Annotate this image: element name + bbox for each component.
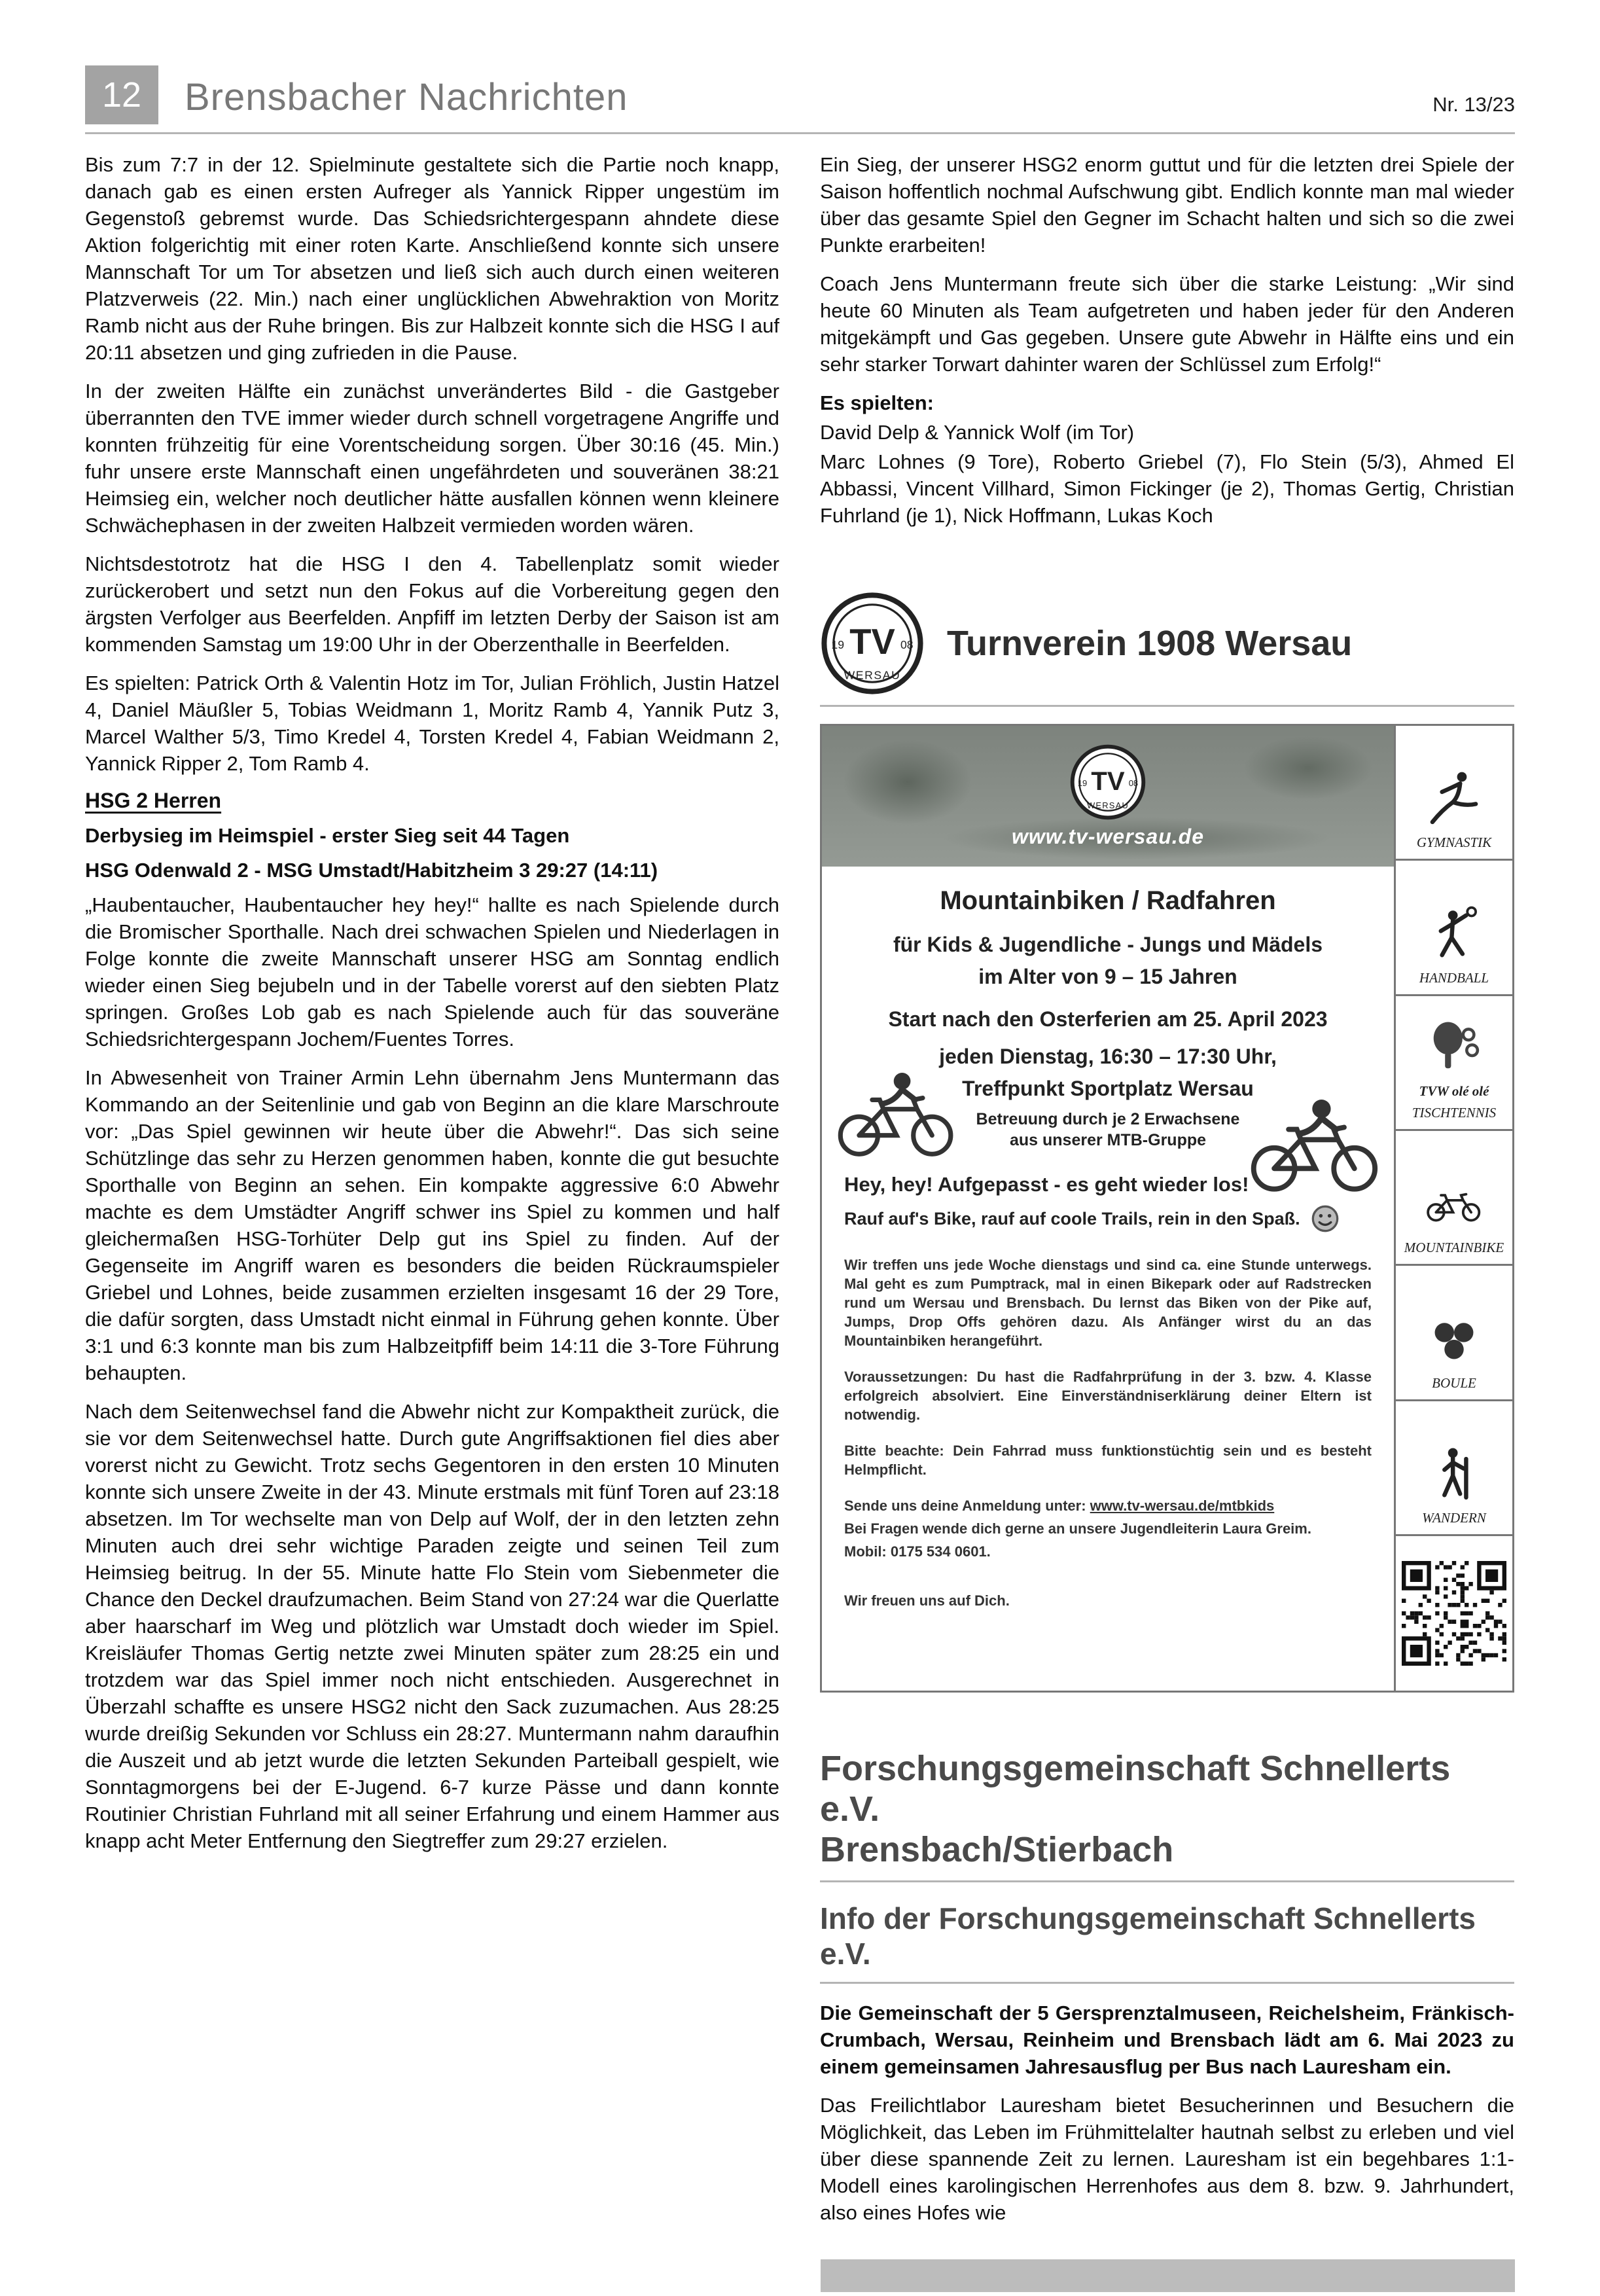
page-number: 12 (85, 65, 158, 124)
logo-name: WERSAU (1086, 800, 1129, 811)
article-paragraph: Nichtsdestotrotz hat die HSG I den 4. Tabellenplatz somit wieder zurückerobert und setzt nun den Fokus auf die Vorbereitung gegen den ärgsten Verfolger aus Beerfelden. Anpfiff im letzten Derby der Saison ist am kommenden Samstag um 19:00 Uhr in der Oberzenthalle in Beerfelden. (85, 552, 779, 656)
flyer-headline: Mountainbiken / Radfahren (940, 886, 1276, 915)
flyer-start-date: Start nach den Osterferien am 25. April 2023 (888, 1007, 1328, 1031)
hiking-icon (1424, 1444, 1484, 1505)
lineup-players: Marc Lohnes (9 Tore), Roberto Griebel (7), Flo Stein (5/3), Ahmed El Abbassi, Vincent Villhard, Simon Fickinger (je 2), Thomas Gertig, Christian Fuhrland (je 1), Nick Hoffmann, Lukas Koch (820, 450, 1514, 527)
article-paragraph: In der zweiten Hälfte ein zunächst unverändertes Bild - die Gastgeber überrannten den TVE immer wieder durch schnell vorgetragene Angriffe und konnten frühzeitig für eine Vorentscheidung sorgen. Über 30:16 (45. Min.) fuhr unsere erste Mannschaft einen ungefährdeten und souveränen 38:21 Heimsieg ein, welcher noch deutlicher hätte ausfallen können wenn kleinere Schwächephasen in der zweiten Halbzeit vermieden worden wären. (85, 380, 779, 537)
flyer-subline-2: im Alter von 9 – 15 Jahren (978, 965, 1237, 988)
logo-name: WERSAU (844, 668, 901, 682)
article-paragraph: Bis zum 7:7 in der 12. Spielminute gestaltete sich die Partie noch knapp, danach gab es einen ersten Aufreger als Yannick Ripper ungestüm im Gegenstoß gebremst wurde. Das Schiedsrichtergespann ahndete diese Aktion folgerichtig mit einer roten Karte. Anschließend konnte sich unsere Mannschaft Tor um Tor absetzen und ließ sich auch durch einen weiteren Platzverweis (22. Min.) nach einer unglücklichen Abwehraktion von Moritz Ramb nicht aus der Ruhe bringen. Bis zur Halbzeit konnte sich die HSG I auf 20:11 absetzen und ging zufrieden in die Pause. (85, 153, 779, 364)
smiley-icon (1311, 1204, 1340, 1233)
handball-icon (1424, 905, 1484, 965)
hsg2-subheading-1: Derbysieg im Heimspiel - erster Sieg seit 44 Tagen (85, 824, 570, 847)
sidebar-label: MOUNTAINBIKE (1404, 1240, 1504, 1256)
left-column (85, 151, 779, 2238)
next-section-header-partial (821, 2259, 1515, 2292)
flyer-location: Treffpunkt Sportplatz Wersau (962, 1077, 1254, 1100)
logo-year-left: 19 (831, 638, 844, 651)
fg-subtitle-divider (820, 1982, 1514, 1984)
flyer-contact-line-1: Bei Fragen wende dich gerne an unsere Jugendleiterin Laura Greim. (844, 1520, 1311, 1537)
fg-title-line-1: Forschungsgemeinschaft Schnellerts e.V. (820, 1749, 1451, 1829)
flyer-hey-line-2: Rauf auf's Bike, rauf auf coole Trails, rein in den Spaß. (844, 1208, 1300, 1229)
two-column-layout (85, 151, 1515, 2238)
logo-monogram: TV (1091, 766, 1125, 796)
flyer-sidebar-handball (1396, 861, 1512, 996)
table-tennis-icon (1424, 1018, 1484, 1078)
lineup-goalkeepers: David Delp & Yannick Wolf (im Tor) (820, 421, 1135, 444)
flyer-sidebar-tischtennis (1396, 996, 1512, 1131)
issue-number: Nr. 13/23 (1432, 93, 1515, 116)
hsg2-subheading-2: HSG Odenwald 2 - MSG Umstadt/Habitzheim 3 29:27 (14:11) (85, 859, 658, 882)
bicycle-clipart-right (1243, 1092, 1387, 1195)
fg-lead-paragraph: Die Gemeinschaft der 5 Gersprenztalmuseen, Reichelsheim, Fränkisch-Crumbach, Wersau, Reinheim und Brensbach lädt am 6. Mai 2023 zu einem gemeinsamen Jahresausflug per Bus nach Lauresham ein. (820, 2001, 1514, 2078)
hsg2-section-heading: HSG 2 Herren (85, 789, 222, 812)
flyer-body-paragraph-2: Voraussetzungen: Du hast die Radfahrprüfung in der 3. bzw. 4. Klasse erfolgreich absolviert. Eine Einverständniserklärung deiner Eltern ist notwendig. (844, 1369, 1372, 1423)
tv-section-title: Turnverein 1908 Wersau (947, 624, 1353, 663)
flyer-subline-1: für Kids & Jugendliche - Jungs und Mädels (893, 933, 1323, 956)
sidebar-label: TVW olé olé (1419, 1083, 1489, 1099)
forschungsgemeinschaft-section (820, 1748, 1514, 2226)
logo-monogram: TV (849, 622, 895, 662)
flyer-sidebar-boule (1396, 1266, 1512, 1401)
flyer-supervision-2: aus unserer MTB-Gruppe (1009, 1131, 1207, 1149)
tv-wersau-section (820, 591, 1514, 707)
flyer-hey-line-2-row (844, 1204, 1372, 1233)
flyer-contact-line-2: Mobil: 0175 534 0601. (844, 1543, 991, 1560)
flyer-body-paragraph-1: Wir treffen uns jede Woche dienstags und sind ca. eine Stunde unterwegs. Mal geht es zum Pumptrack, mal in einen Bikepark oder auf Radstrecken rund um Wersau und Brensbach. Du lernst das Biken von der Pike auf, Jumps, Drop Offs gehören dazu. Als Anfänger wirst du an das Mountainbiken herangeführt. (844, 1257, 1372, 1349)
article-paragraph: Es spielten: Patrick Orth & Valentin Hotz im Tor, Julian Fröhlich, Justin Hatzel 4, Daniel Mäußler 5, Tobias Weidmann 1, Moritz Ramb 4, Yannik Putz 3, Marcel Walther 5/3, Timo Kredel 4, Torsten Kredel 4, Fabian Weidmann 2, Yannick Ripper 2, Tom Ramb 4. (85, 672, 779, 775)
logo-year-right: 08 (900, 638, 914, 651)
sidebar-label: HANDBALL (1419, 969, 1489, 986)
flyer-signup-label: Sende uns deine Anmeldung unter: (844, 1498, 1086, 1514)
article-paragraph: Nach dem Seitenwechsel fand die Abwehr nicht zur Kompaktheit zurück, die sie vor dem Seitenwechsel hatte. Durch gute Angriffsaktionen fiel dies aber vorerst nicht zu Gewicht. Trotz sechs Gegentoren in den ersten 10 Minuten konnte sich unsere Zweite in der 43. Minute erstmals mit fünf Toren auf 23:18 absetzen. Im Tor wechselte man von Delp auf Wolf, der in den letzten zehn Minuten auch drei sehr wichtige Paraden zeigte und seinen Teil zum Heimsieg beitrug. In der 55. Minute hatte Flo Stein vom Siebenmeter die Chance den Deckel draufzumachen. Beim Stand von 27:24 war die Querlatte aber haarscharf im Weg und plötzlich war Umstadt doch wieder im Spiel. Kreisläufer Thomas Gertig netzte zwei Minuten später zum 28:25 ein und trotzdem war das Spiel immer noch nicht entschieden. Ausgerechnet in Überzahl schaffte es unsere HSG2 nicht den Sack zuzumachen. Aus 28:25 wurde dreißig Sekunden vor Schluss ein 28:27. Muntermann nahm daraufhin die Auszeit und ab jetzt wurde die letzten Sekunden Parteiball gespielt, wie Sonntagmorgens bei der E-Jugend. 6-7 kurze Pässe und dann konnte Routinier Christian Fuhrland mit all seiner Erfahrung und einem Hammer aus knapp acht Meter Entfernung den Siegtreffer zum 29:27 erzielen. (85, 1400, 779, 1852)
fg-body-paragraph: Das Freilichtlabor Lauresham bietet Besucherinnen und Besuchern die Möglichkeit, das Leben im Frühmittelalter hautnah selbst zu erleben und viel über diese spannende Zeit zu lernen. Lauresham ist ein begehbares 1:1-Modell eines karolingischen Herrenhofes aus dem 8. bzw. 9. Jahrhundert, also eines Hofes wie (820, 2094, 1514, 2224)
flyer-sidebar-wandern (1396, 1401, 1512, 1536)
flyer-sidebar-gymnastik (1396, 726, 1512, 861)
flyer-signup-link[interactable]: www.tv-wersau.de/mtbkids (1090, 1498, 1275, 1514)
flyer-signup-line (844, 1496, 1372, 1515)
flyer-body-text (822, 1233, 1394, 1610)
article-paragraph: Coach Jens Muntermann freute sich über die starke Leistung: „Wir sind heute 60 Minuten als Team aufgetreten und haben jeder für den Anderen mitgekämpft und Gas gegeben. Unsere gute Abwehr in Hälfte eins und ein sehr starker Torwart dahinter waren der Schlüssel zum Erfolg!“ (820, 272, 1514, 376)
flyer-supervision-1: Betreuung durch je 2 Erwachsene (976, 1110, 1240, 1128)
flyer-sports-sidebar (1394, 726, 1512, 1691)
mountainbike-icon (1424, 1174, 1484, 1234)
flyer-photo-banner (822, 726, 1394, 867)
mtb-kids-flyer (820, 724, 1514, 1693)
sidebar-label: BOULE (1432, 1374, 1476, 1391)
tv-wersau-logo-icon (820, 591, 925, 696)
flyer-website-link[interactable]: www.tv-wersau.de (1012, 825, 1204, 848)
page-header (85, 65, 1515, 124)
flyer-main-area (822, 726, 1394, 1691)
tv-section-divider (820, 705, 1514, 707)
flyer-qr-area (1396, 1536, 1512, 1691)
article-paragraph: Ein Sieg, der unserer HSG2 enorm guttut und für die letzten drei Spiele der Saison hoffentlich nochmal Aufschwung gibt. Endlich konnte man mal wieder über das gesamte Spiel den Gegner im Schacht halten und sich so die zwei Punkte erarbeiten! (820, 153, 1514, 257)
tv-section-header (820, 591, 1514, 696)
bicycle-clipart-left (831, 1066, 962, 1160)
sidebar-label-2: TISCHTENNIS (1412, 1104, 1497, 1121)
flyer-hey-line-1: Hey, hey! Aufgepasst - es geht wieder los! (844, 1173, 1249, 1196)
flyer-closing-line: Wir freuen uns auf Dich. (844, 1592, 1010, 1609)
header-divider (85, 132, 1515, 134)
sidebar-label: GYMNASTIK (1416, 834, 1492, 851)
logo-year-left: 19 (1077, 778, 1088, 788)
gymnastics-icon (1424, 769, 1484, 829)
tv-wersau-logo-icon (1069, 744, 1147, 821)
logo-year-right: 08 (1128, 778, 1139, 788)
fg-section-divider (820, 1880, 1514, 1882)
article-paragraph: „Haubentaucher, Haubentaucher hey hey!“ hallte es nach Spielende durch die Bromischer Sporthalle. Nach drei schwachen Spielen und Niederlagen in Folge konnte die zweite Mannschaft unserer HSG am Sonntag endlich wieder einen Sieg bejubeln und in der Tabelle vorerst auf den siebten Platz springen. Großes Lob gab es nach Spielende auch für das souveräne Schiedsrichtergespann Jochem/Fuentes Torres. (85, 893, 779, 1050)
fg-title-line-2: Brensbach/Stierbach (820, 1830, 1174, 1869)
flyer-body-paragraph-3: Bitte beachte: Dein Fahrrad muss funktionstüchtig sein und es besteht Helmpflicht. (844, 1443, 1372, 1478)
lineup-label: Es spielten: (820, 391, 934, 414)
flyer-time: jeden Dienstag, 16:30 – 17:30 Uhr, (939, 1045, 1277, 1068)
fg-subtitle: Info der Forschungsgemeinschaft Schnellerts e.V. (820, 1901, 1476, 1971)
sidebar-label: WANDERN (1422, 1509, 1486, 1526)
qr-code (1402, 1561, 1506, 1666)
boule-icon (1424, 1310, 1484, 1370)
right-column (820, 151, 1514, 2238)
newsletter-title: Brensbacher Nachrichten (185, 76, 628, 118)
article-paragraph: In Abwesenheit von Trainer Armin Lehn übernahm Jens Muntermann das Kommando an der Seitenlinie und gab von Beginn an die klare Marschroute vor: „Das Spiel gewinnen wir heute über die Abwehr!“. Das sich seine Schützlinge das sehr zu Herzen genommen haben, konnte die gut besuchte Sporthalle von Beginn an sehen. Ein kompakte aggressive 6:0 Abwehr machte es dem Umstädter Angriff schwer ins Spiel zu kommen und half gleichermaßen HSG-Torhüter Delp gut ins Spiel zu finden. Auf der Gegenseite im Angriff waren es besonders die beiden Rückraumspieler Griebel und Lohnes, beide zusammen erzielten insgesamt 16 der 29 Tore, die dafür sorgten, dass Umstadt nicht einmal in Führung gehen konnte. Über 3:1 und 6:3 konnte man bis zum Halbzeitpfiff beim 14:11 die 3-Tore Führung behaupten. (85, 1066, 779, 1384)
fg-section-title (820, 1748, 1514, 1870)
flyer-sidebar-mountainbike (1396, 1131, 1512, 1266)
